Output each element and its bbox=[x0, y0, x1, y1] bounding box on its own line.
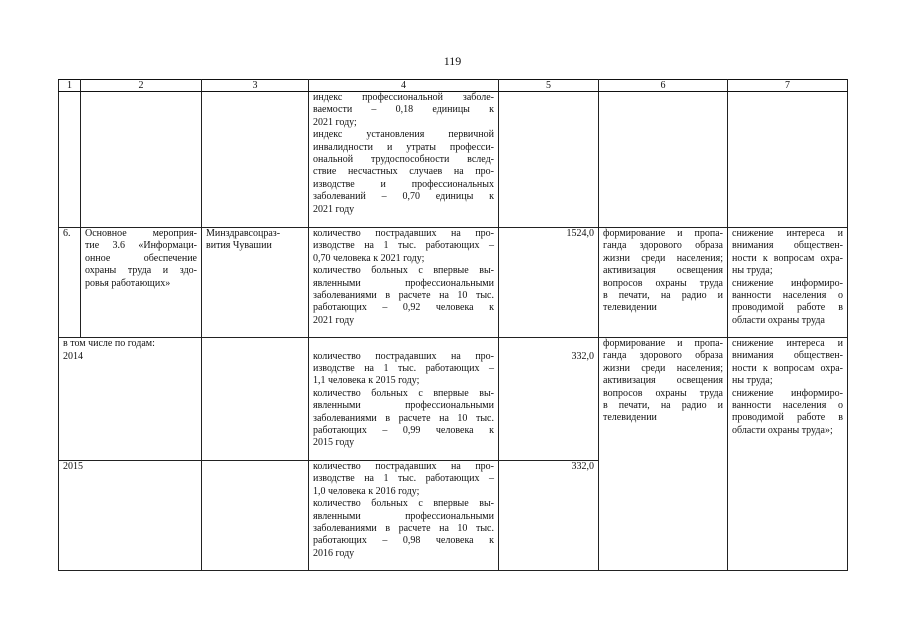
year-funding-amount: 332,0 bbox=[499, 351, 599, 461]
column-header: 1 bbox=[59, 80, 81, 92]
column-header: 6 bbox=[599, 80, 728, 92]
year-indicators: количество пострадавших на про- изводстве на 1 тыс. работающих – 1,0 человека к 2016 году; количество больных с впервые вы- явленными профессиональными заболеваниями в расчете на 10 тыс. работающих – 0,98 человека к 2016 году bbox=[309, 461, 499, 571]
funding-amount: 1524,0 bbox=[499, 228, 599, 338]
program-table bbox=[58, 79, 848, 571]
measure-name: Основное мероприя- тие 3.6 «Информаци- онное обеспечение охраны труда и здо- ровья работающих» bbox=[81, 228, 202, 338]
continuation-indicators: индекс профессиональной заболе- ваемости – 0,18 единицы к 2021 году; индекс установления первичной инвалидности и утраты професси- ональной трудоспособности вслед- ствие несчастных случаев на про- изводстве и профессиональных заболеваний – 0,70 единицы к 2021 году bbox=[309, 92, 499, 228]
year-label: 2015 bbox=[59, 461, 202, 571]
risk-effect: снижение интереса и внимания обществен- ности к вопросам охра- ны труда; снижение информиро- ванности населения о проводимой работе в области охраны труда bbox=[728, 228, 848, 338]
column-number-row bbox=[59, 80, 848, 92]
column-header: 5 bbox=[499, 80, 599, 92]
years-risk-effect: снижение интереса и внимания обществен- ности к вопросам охра- ны труда; снижение информиро- ванности населения о проводимой работе в области охраны труда»; bbox=[728, 338, 848, 571]
year-label: 2014 bbox=[59, 351, 202, 461]
years-expected-result: формирование и пропа- ганда здорового образа жизни среди населения; активизация освещения вопросов охраны труда в печати, на радио и телевидении bbox=[599, 338, 728, 571]
executor: Минздравсоцраз- вития Чувашии bbox=[202, 228, 309, 338]
column-header: 2 bbox=[81, 80, 202, 92]
column-header: 7 bbox=[728, 80, 848, 92]
page-number: 119 bbox=[443, 54, 462, 68]
row-number: 6. bbox=[59, 228, 81, 338]
by-years-label: в том числе по годам: bbox=[59, 338, 202, 351]
expected-result: формирование и пропа- ганда здорового образа жизни среди населения; активизация освещения вопросов охраны труда в печати, на радио и телевидении bbox=[599, 228, 728, 338]
indicators: количество пострадавших на про- изводстве на 1 тыс. работающих – 0,70 человека к 2021 году; количество больных с впервые вы- явленными профессиональными заболеваниями в расчете на 10 тыс. работающих – 0,92 человека к 2021 году bbox=[309, 228, 499, 338]
column-header: 4 bbox=[309, 80, 499, 92]
continuation-row bbox=[59, 92, 848, 228]
by-years-row bbox=[59, 338, 848, 351]
year-indicators: количество пострадавших на про- изводстве на 1 тыс. работающих – 1,1 человека к 2015 году; количество больных с впервые вы- явленными профессиональными заболеваниями в расчете на 10 тыс. работающих – 0,99 человека к 2015 году bbox=[309, 351, 499, 461]
year-funding-amount: 332,0 bbox=[499, 461, 599, 571]
column-header: 3 bbox=[202, 80, 309, 92]
measure-row bbox=[59, 228, 848, 338]
